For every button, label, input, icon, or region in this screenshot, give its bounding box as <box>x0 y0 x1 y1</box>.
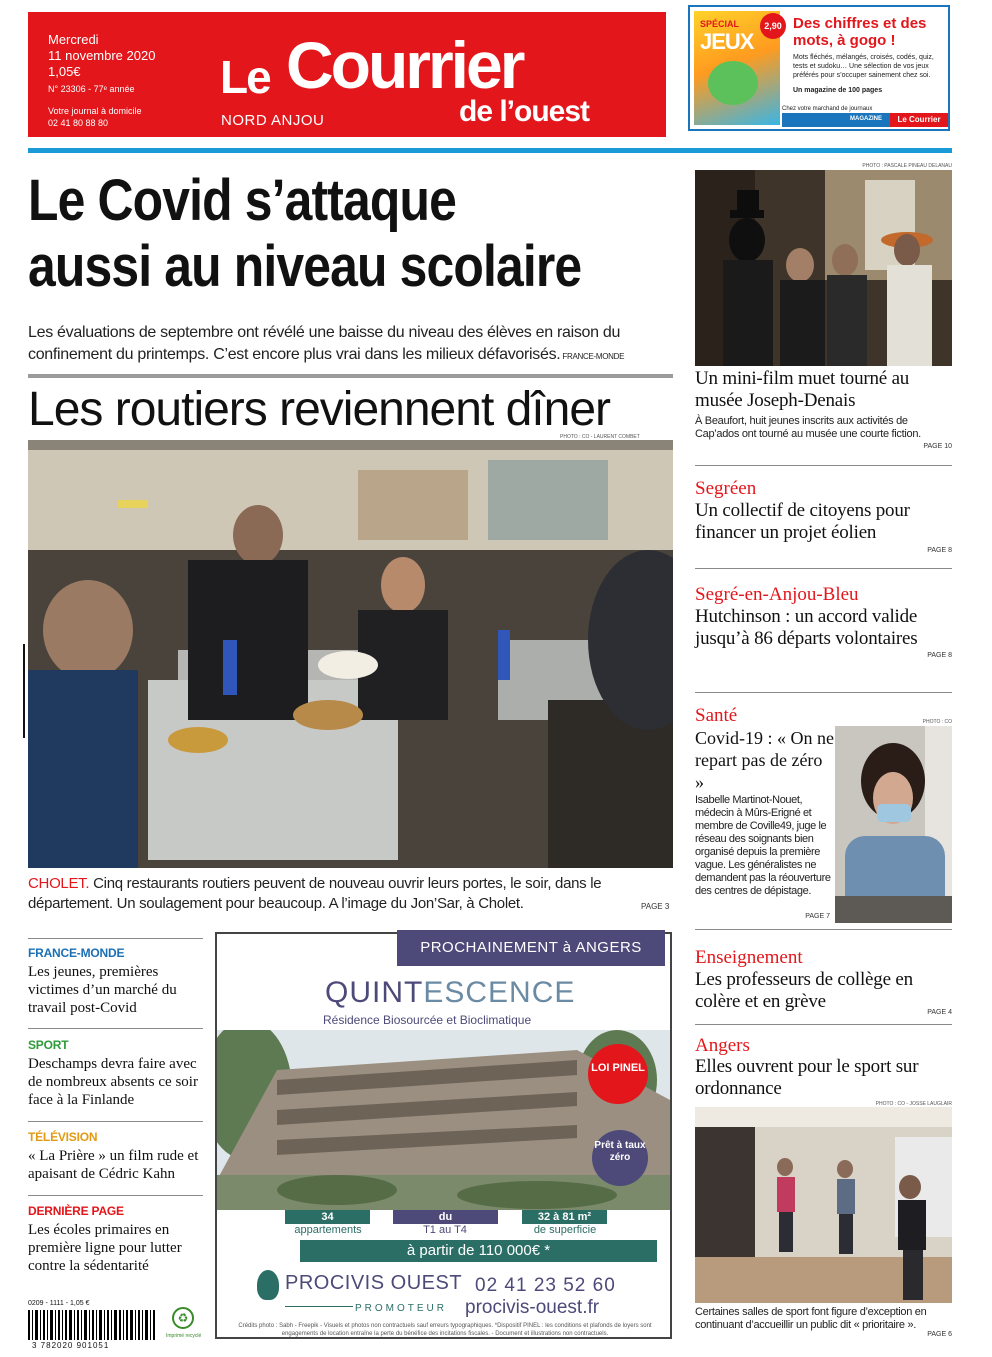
brief-text: « La Prière » un film rude et apaisant de Cédric Kahn <box>28 1148 199 1182</box>
second-headline[interactable]: Les routiers reviennent dîner <box>28 383 611 436</box>
masthead-home-phone: 02 41 80 88 80 <box>48 118 109 128</box>
story3-title[interactable]: Hutchinson : un accord valide jusqu’à 86 départs volontaires <box>695 606 918 649</box>
story1-title[interactable]: Un mini-film muet tourné au musée Joseph-Denais <box>695 368 910 411</box>
story6-photo-credit: PHOTO : CO - JOSSE LAUGLAIR <box>875 1101 952 1107</box>
photo-caption <box>28 874 673 914</box>
right-divider <box>695 465 952 466</box>
lead-deck-text: Les évaluations de septembre ont révélé une baisse du niveau des élèves en raison du confinement du printemps. C’est encore plus vrai dans les milieux défavorisés. <box>28 324 621 363</box>
ad-surface-label: de superficie <box>533 1224 597 1236</box>
masthead-date: 11 novembre 2020 <box>48 48 156 63</box>
story3-page-ref[interactable]: PAGE 8 <box>927 652 952 659</box>
ad-price: à partir de 110 000€ * <box>300 1240 657 1262</box>
barcode-number: 3 782020 901051 <box>32 1341 110 1350</box>
crop-mark <box>23 644 25 738</box>
brief-derniere-page[interactable] <box>28 1204 203 1275</box>
briefs-top-rule <box>28 938 203 939</box>
brief-television[interactable] <box>28 1130 203 1183</box>
brief-divider <box>28 1121 203 1122</box>
right-divider <box>695 929 952 930</box>
masthead-home-block <box>48 105 142 129</box>
section-rule <box>28 374 673 378</box>
masthead-home-label: Votre journal à domicile <box>48 106 142 116</box>
story5-kicker[interactable]: Enseignement <box>695 947 803 968</box>
ad-promoter-rule <box>285 1306 353 1307</box>
ad-brand <box>325 976 575 1010</box>
story4-body: Isabelle Martinot-Nouet, médecin à Mûrs-Erigné et membre de Coville49, juge le réseau des soignants bien organisé depuis la première vague. Les généralistes ne demandent pas la réouverture des centres de dépistage. <box>695 794 831 897</box>
brief-text: Les écoles primaires en première ligne pour lutter contre la sédentarité <box>28 1222 182 1274</box>
story4-title[interactable]: Covid-19 : « On ne repart pas de zéro » <box>695 728 834 792</box>
barcode-bars <box>28 1310 158 1340</box>
story4-page-ref[interactable]: PAGE 7 <box>805 913 830 920</box>
story1-photo-credit: PHOTO : PASCALE PINEAU DELANAU <box>862 163 952 169</box>
caption-kicker[interactable]: CHOLET. <box>28 875 90 892</box>
brief-kicker: TÉLÉVISION <box>28 1130 98 1144</box>
brief-divider <box>28 1195 203 1196</box>
logo-le: Le <box>220 51 270 103</box>
fitness-class-photo[interactable] <box>695 1107 952 1303</box>
story1-page-ref[interactable]: PAGE 10 <box>923 443 952 450</box>
story6-body: Certaines salles de sport font figure d’exception en continuant d’accueillir un public dit « prioritaire ». <box>695 1306 927 1331</box>
caption-page-ref[interactable]: PAGE 3 <box>641 902 670 911</box>
promo-price-badge: 2,90 <box>760 13 786 39</box>
restaurant-photo[interactable] <box>28 440 673 868</box>
museum-photo-illustration <box>695 170 952 366</box>
story1-body: À Beaufort, huit jeunes inscrits aux activités de Cap’ados ont tourné au musée une courte fiction. <box>695 415 921 440</box>
recycle-label: Imprimé recyclé <box>166 1333 202 1339</box>
masthead <box>28 12 666 137</box>
loi-pinel-badge: LOI PINEL <box>588 1044 648 1104</box>
story5-title[interactable]: Les professeurs de collège en colère et en grève <box>695 969 913 1012</box>
ad-surface-box: 32 à 81 m² <box>522 1210 607 1224</box>
promo-page-count: Un magazine de 100 pages <box>793 87 883 94</box>
brief-kicker: SPORT <box>28 1038 69 1052</box>
promo-title: Des chiffres et des mots, à gogo ! <box>793 15 927 49</box>
lead-headline[interactable]: Le Covid s’attaque aussi au niveau scolaire <box>28 168 582 299</box>
main-photo-credit: PHOTO : CO - LAURENT COMBET <box>560 434 640 440</box>
ad-legal: Crédits photo : Sabh - Freepik - Visuels et photos non contractuels sauf erreurs typographiques. *Dispositif PINEL : les conditions et plafonds de loyers sont engagements de location entraîne la perte du bénéfice des incitations fiscales. - Document et illustrations non contractuels. <box>238 1323 652 1337</box>
ad-units-box: 34 <box>285 1210 370 1224</box>
right-divider <box>695 568 952 569</box>
story4-photo-credit: PHOTO : CO <box>922 719 952 725</box>
story2-page-ref[interactable]: PAGE 8 <box>927 547 952 554</box>
barcode-code: 0209 - 1111 - 1,05 € <box>28 1300 90 1307</box>
promo-bar-logo: Le Courrier <box>890 113 948 127</box>
ad-range-box: du <box>393 1210 498 1224</box>
masthead-price: 1,05€ <box>48 64 81 79</box>
restaurant-photo-illustration <box>28 440 673 868</box>
caption-text: Cinq restaurants routiers peuvent de nouveau ouvrir leurs portes, le soir, dans le département. Un soulagement pour beaucoup. A l’image du Jon’Sar, à Cholet. <box>28 875 602 912</box>
masthead-issue: N° 23306 - 77ᵉ année <box>48 84 135 94</box>
brief-kicker: FRANCE-MONDE <box>28 946 125 960</box>
logo-courrier: Courrier <box>286 28 523 102</box>
brief-kicker: DERNIÈRE PAGE <box>28 1204 124 1218</box>
procivis-logo-icon <box>257 1270 279 1300</box>
cover-title: JEUX <box>700 29 754 54</box>
recycle-icon: ♻ <box>172 1307 194 1329</box>
story6-kicker[interactable]: Angers <box>695 1035 750 1056</box>
edition-label: NORD ANJOU <box>221 112 325 129</box>
story6-title[interactable]: Elles ouvrent pour le sport sur ordonnance <box>695 1056 919 1099</box>
story2-kicker[interactable]: Segréen <box>695 478 757 499</box>
story6-page-ref[interactable]: PAGE 6 <box>927 1331 952 1338</box>
ad-range-label: T1 au T4 <box>423 1224 467 1236</box>
promo-dealer: Chez votre marchand de journaux <box>782 106 873 112</box>
barcode-icon <box>28 1310 158 1340</box>
header-rule <box>28 148 952 153</box>
ad-subtitle: Résidence Biosourcée et Bioclimatique <box>323 1013 532 1027</box>
ad-promoter-sub: PROMOTEUR <box>355 1303 447 1314</box>
masthead-day: Mercredi <box>48 32 99 47</box>
pret-taux-zero-badge: Prêt à taux zéro <box>592 1130 648 1186</box>
brief-sport[interactable] <box>28 1038 203 1109</box>
story3-kicker[interactable]: Segré-en-Anjou-Bleu <box>695 584 859 605</box>
lead-section-ref[interactable]: FRANCE-MONDE <box>562 352 625 361</box>
right-divider <box>695 692 952 693</box>
ad-website-link[interactable]: procivis-ouest.fr <box>465 1297 600 1318</box>
brief-divider <box>28 1028 203 1029</box>
promo-bar-label: MAGAZINE <box>850 116 882 122</box>
fitness-photo-illustration <box>695 1107 952 1303</box>
ad-units-label: appartements <box>294 1224 362 1236</box>
ad-phone[interactable]: 02 41 23 52 60 <box>475 1275 616 1296</box>
right-divider <box>695 1024 952 1025</box>
story5-page-ref[interactable]: PAGE 4 <box>927 1009 952 1016</box>
story2-title[interactable]: Un collectif de citoyens pour financer un projet éolien <box>695 500 910 543</box>
doctor-photo-illustration <box>835 726 952 923</box>
story4-kicker[interactable]: Santé <box>695 705 738 726</box>
brief-text: Deschamps devra faire avec de nombreux absents ce soir face à la Finlande <box>28 1056 198 1108</box>
ad-brand-part2: ESCENCE <box>423 976 576 1009</box>
doctor-portrait-photo[interactable] <box>835 726 952 923</box>
museum-film-photo[interactable] <box>695 170 952 366</box>
promo-text: Mots fléchés, mélangés, croisés, codés, quiz, tests et sudoku… Une sélection de vos jeux préférés pour s’occuper sainement chez soi. <box>793 54 934 79</box>
cover-mascot-icon <box>708 61 758 105</box>
ad-promoter: PROCIVIS OUEST <box>285 1272 463 1294</box>
ad-band: PROCHAINEMENT à ANGERS <box>397 930 665 966</box>
games-magazine-promo[interactable] <box>688 5 950 131</box>
logo-de-l-ouest: de l’ouest <box>459 95 590 128</box>
brief-text: Les jeunes, premières victimes d’un marché du travail post-Covid <box>28 964 177 1016</box>
lead-deck <box>28 322 673 368</box>
ad-brand-part1: QUINT <box>325 976 424 1009</box>
cover-kicker: SPÉCIAL <box>700 19 740 29</box>
masthead-date-block <box>48 32 155 80</box>
brief-france-monde[interactable] <box>28 946 203 1017</box>
